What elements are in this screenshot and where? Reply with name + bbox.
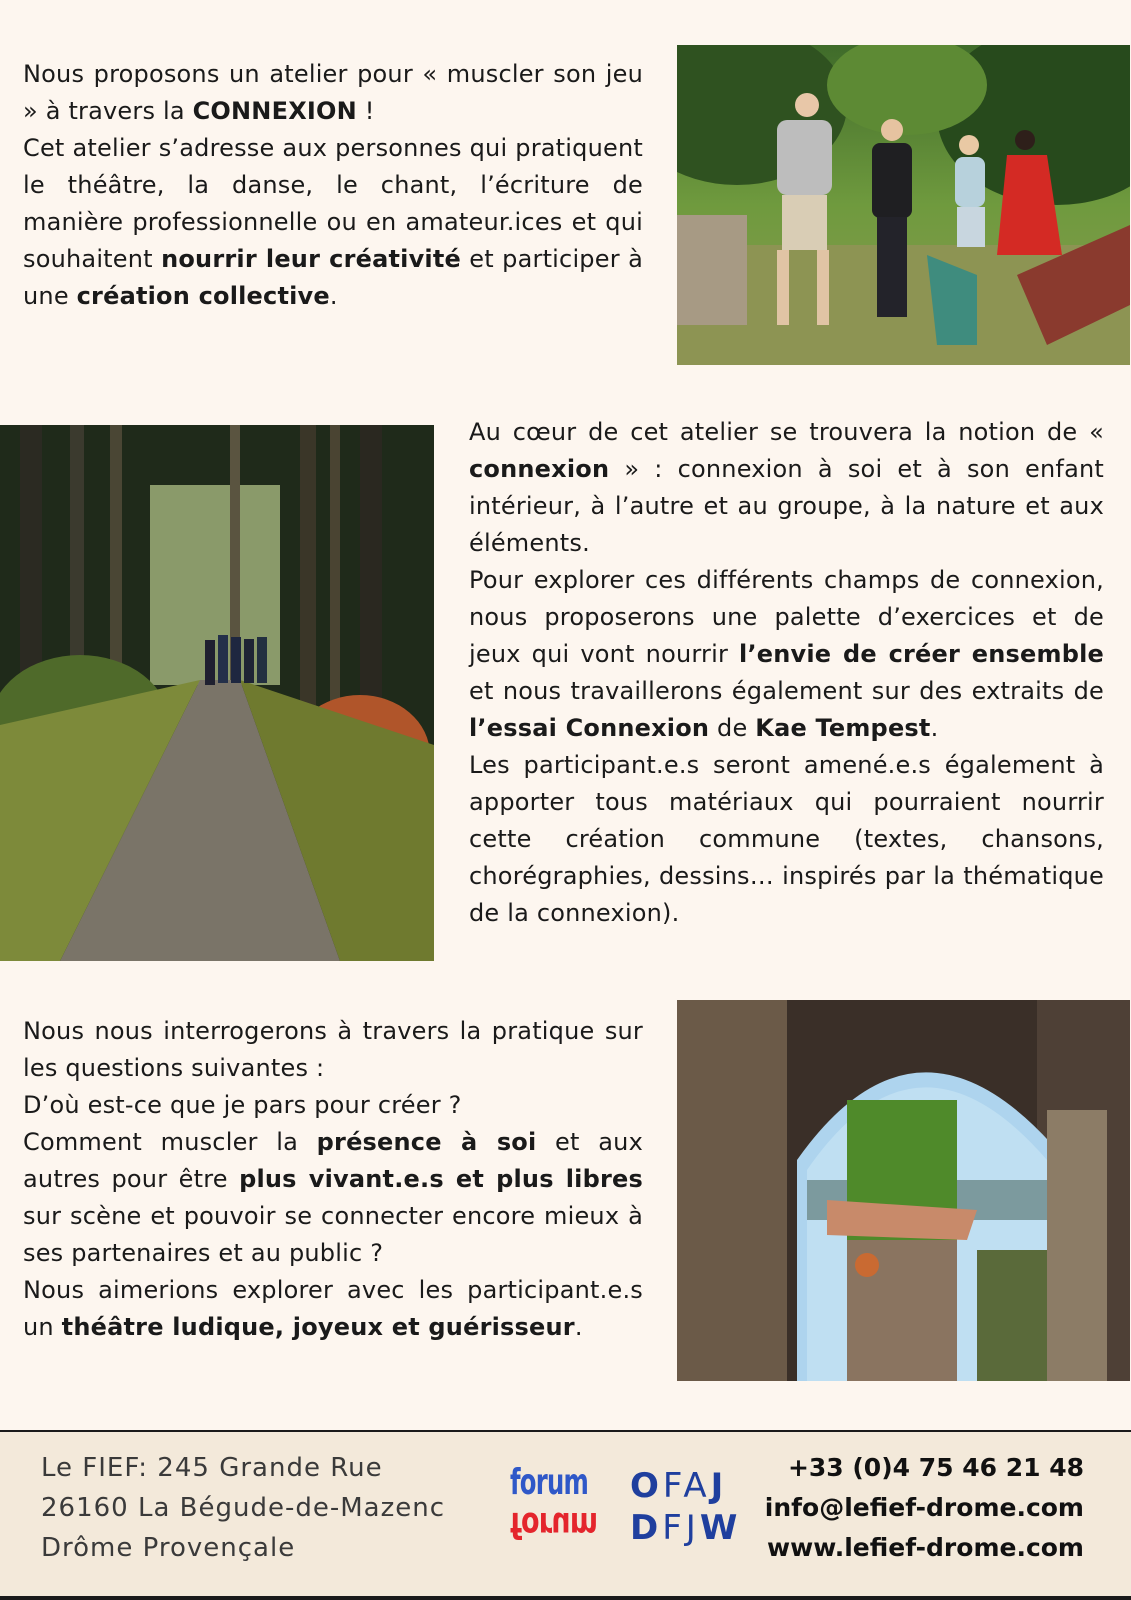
phone-number[interactable]: +33 (0)4 75 46 21 48 [787, 1453, 1084, 1482]
bold-text: CONNEXION [192, 97, 357, 125]
bold-text: présence à soi [316, 1128, 537, 1156]
bold-text: plus vivant.e.s et plus libres [239, 1165, 643, 1193]
bold-text: connexion [469, 455, 610, 483]
questions-paragraph-3: Comment muscler la présence à soi et aux autres pour être plus vivant.e.s et plus libres sur scène et pouvoir se connecter encore mieux à ses partenaires et au public ? [23, 1128, 643, 1267]
connexion-text [469, 414, 1104, 932]
footer [0, 1430, 1131, 1600]
address-line-1: Le FIEF: 245 Grande Rue [41, 1453, 383, 1483]
questions-paragraph-1: Nous nous interrogerons à travers la pratique sur les questions suivantes : [23, 1017, 643, 1082]
contact-block [765, 1448, 1084, 1568]
bold-text: théâtre ludique, joyeux et guérisseur [61, 1313, 575, 1341]
intro-paragraph-1: Nous proposons un atelier pour « muscler son jeu » à travers la CONNEXION ! [23, 60, 643, 125]
bold-text: l’essai Connexion [469, 714, 710, 742]
forum-logo-mirror: forum [510, 1504, 598, 1545]
address-line-3: Drôme Provençale [41, 1533, 296, 1563]
website-link[interactable]: www.lefief-drome.com [767, 1533, 1084, 1562]
questions-paragraph-2: D’où est-ce que je pars pour créer ? [23, 1091, 462, 1119]
dfjw-logo: DFJW [630, 1508, 742, 1548]
connexion-paragraph-3: Les participant.e.s seront amené.e.s également à apporter tous matériaux qui pourraient nourrir cette création commune (textes, chansons, chorégraphies, dessins… inspirés par la thématique de la connexion). [469, 751, 1104, 927]
bold-text: nourrir leur créativité [161, 245, 461, 273]
archway-photo [677, 1000, 1130, 1381]
address-line-2: 26160 La Bégude-de-Mazenc [41, 1493, 446, 1523]
connexion-paragraph-2: Pour explorer ces différents champs de connexion, nous proposerons une palette d’exercices et de jeux qui vont nourrir l’envie de créer ensemble et nous travaillerons également sur des extraits de l’essai Connexion de Kae Tempest. [469, 566, 1104, 742]
footer-divider [0, 1596, 1131, 1600]
questions-text [23, 1013, 643, 1346]
intro-paragraph-2: Cet atelier s’adresse aux personnes qui pratiquent le théâtre, la danse, le chant, l’écriture de manière professionnelle ou en amateur.ices et qui souhaitent nourrir leur créativité et participer à une création collective. [23, 134, 643, 310]
bold-text: création collective [76, 282, 330, 310]
forum-logo: forum [510, 1462, 589, 1503]
ofaj-logo: OFAJ [630, 1466, 728, 1506]
bold-text: l’envie de créer ensemble [739, 640, 1104, 668]
questions-paragraph-4: Nous aimerions explorer avec les participant.e.s un théâtre ludique, joyeux et guérisseur. [23, 1276, 643, 1341]
partner-logos [510, 1462, 742, 1558]
workshop-photo [677, 45, 1130, 365]
email-link[interactable]: info@lefief-drome.com [764, 1493, 1084, 1522]
address-block [41, 1448, 445, 1568]
forest-path-photo [0, 425, 434, 961]
bold-text: Kae Tempest [755, 714, 931, 742]
intro-text [23, 56, 643, 315]
connexion-paragraph-1: Au cœur de cet atelier se trouvera la notion de « connexion » : connexion à soi et à son enfant intérieur, à l’autre et au groupe, à la nature et aux éléments. [469, 418, 1104, 557]
